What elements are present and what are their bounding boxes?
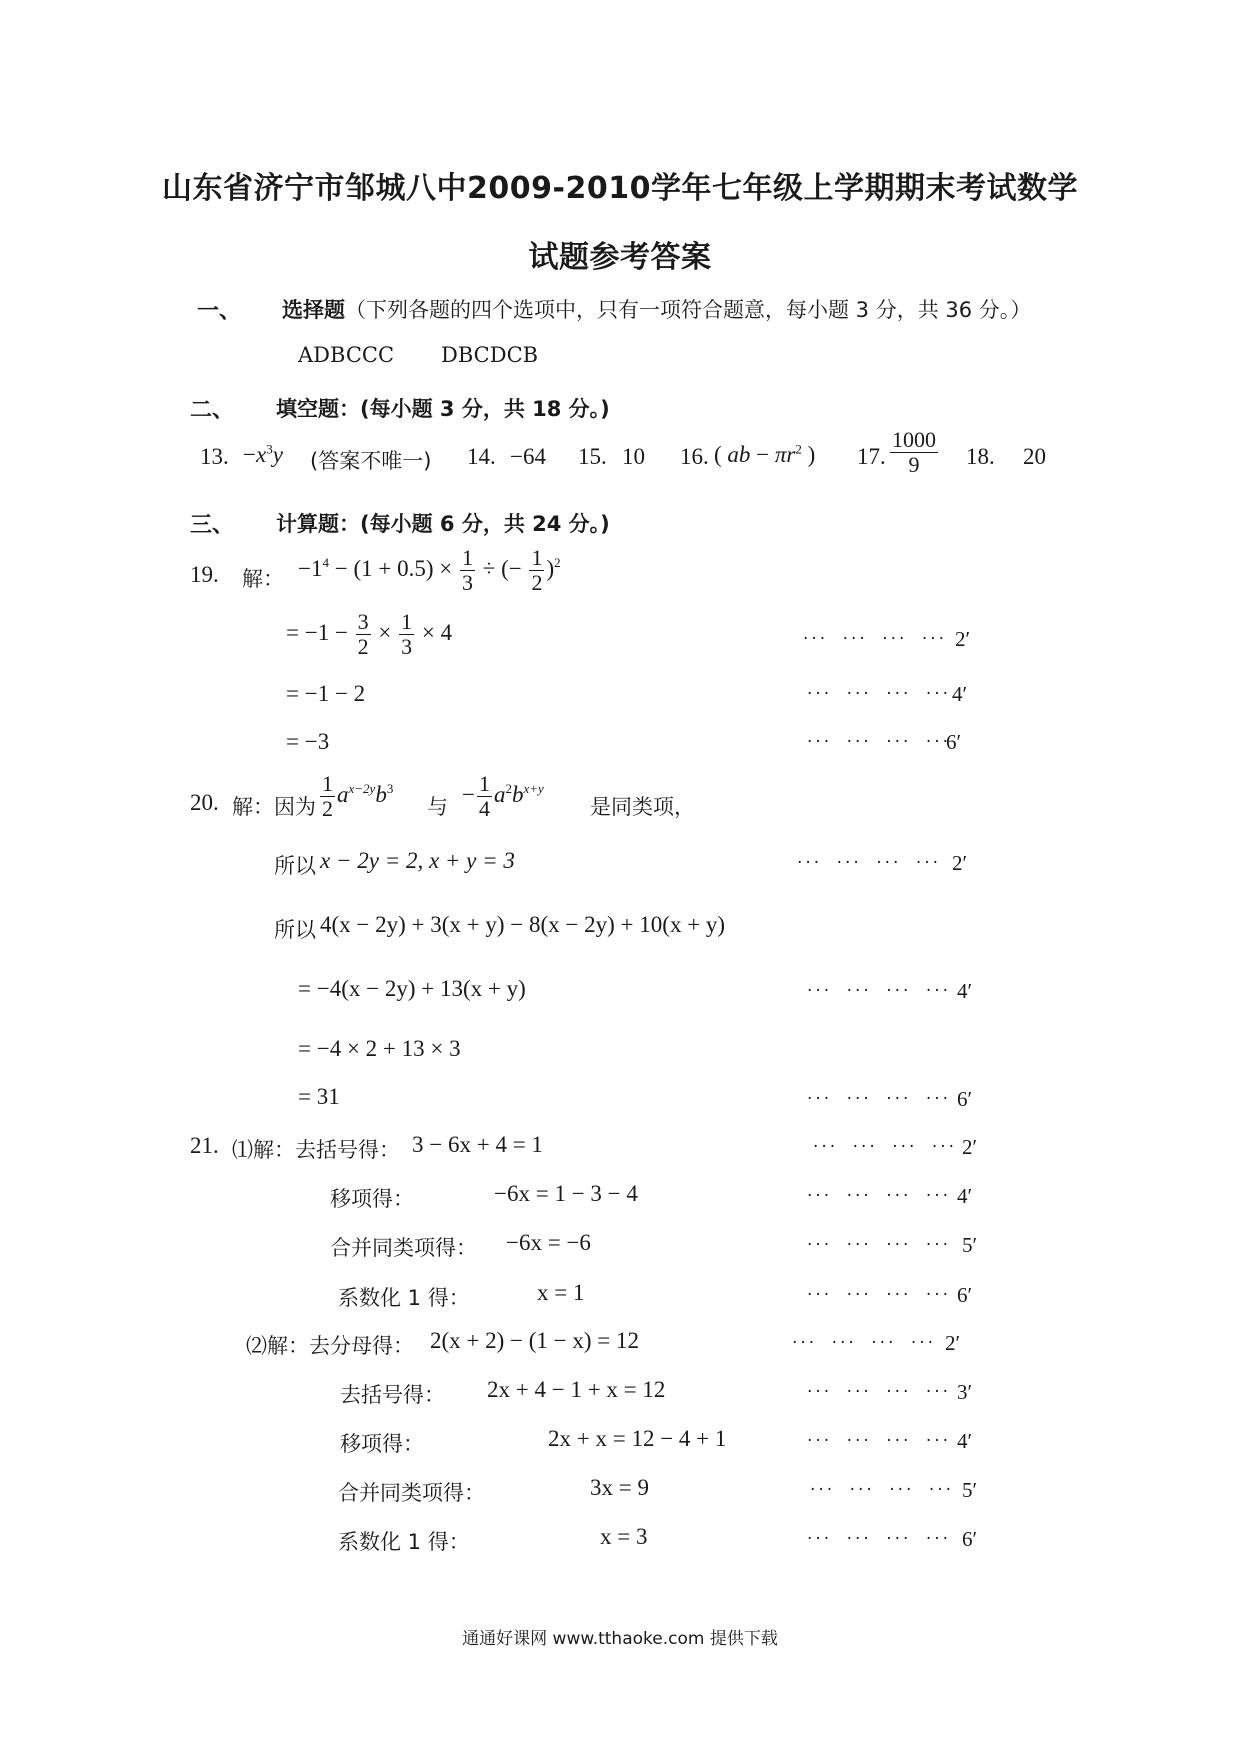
q21-p1-move-eq: −6x = 1 − 3 − 4 bbox=[494, 1181, 638, 1206]
q21-p1-eq: 3 − 6x + 4 = 1 bbox=[412, 1132, 543, 1157]
q18-number: 18. bbox=[966, 444, 995, 469]
q20-term2: − $\frac{1}{4}$ $a^2b^{x+y}$ bbox=[462, 771, 544, 821]
section1-note: （下列各题的四个选项中，只有一项符合题意，每小题 3 分，共 36 分。） bbox=[345, 298, 1032, 322]
q20-dots3: ··· ··· ··· ··· bbox=[807, 1089, 952, 1109]
q21-p2-paren-label: 去括号得： bbox=[340, 1383, 445, 1407]
q20-number: 20. bbox=[190, 790, 219, 815]
q21-p1-dots3: ··· ··· ··· ··· bbox=[807, 1235, 952, 1255]
q19-dots3: ··· ··· ··· ··· bbox=[807, 732, 952, 752]
section1-number: 一、 bbox=[197, 299, 242, 324]
q19-expression: $-1^4 - (1 + 0.5)$ × $\frac{1}{3}$ ÷ (− $\frac{1}{2}$ )$^2$ bbox=[298, 545, 561, 595]
q21-p1-merge-eq: −6x = −6 bbox=[506, 1230, 591, 1255]
q21-p2-merge-eq: 3x = 9 bbox=[590, 1475, 649, 1500]
q21-p2-dots3: ··· ··· ··· ··· bbox=[807, 1431, 952, 1451]
q20-eq2: 4(x − 2y) + 3(x + y) − 8(x − 2y) + 10(x + y) bbox=[320, 912, 726, 937]
q16-number: 16. bbox=[680, 444, 709, 469]
q21-p2-paren-eq: 2x + 4 − 1 + x = 12 bbox=[487, 1377, 666, 1402]
q20-step1: = −4(x − 2y) + 13(x + y) bbox=[298, 976, 526, 1001]
q21-p1-coef-label: 系数化 1 得： bbox=[338, 1286, 470, 1310]
q21-p2-merge-label: 合并同类项得： bbox=[338, 1481, 485, 1505]
document-title-line1: 山东省济宁市邹城八中2009-2010学年七年级上学期期末考试数学 bbox=[162, 171, 1078, 206]
document-title-line2: 试题参考答案 bbox=[528, 240, 712, 275]
section1-heading bbox=[282, 294, 1031, 324]
q21-p2-points3: 4′ bbox=[957, 1429, 973, 1453]
q21-p1-points1: 2′ bbox=[962, 1135, 978, 1159]
section2-heading: 填空题：(每小题 3 分，共 18 分。) bbox=[276, 397, 610, 421]
q17-numerator: 1000 bbox=[892, 427, 936, 452]
q14-answer: −64 bbox=[510, 444, 546, 469]
q21-p1-points2: 4′ bbox=[957, 1184, 973, 1208]
q21-p2-move-eq: 2x + x = 12 − 4 + 1 bbox=[548, 1426, 727, 1451]
q19-dots1: ··· ··· ··· ··· bbox=[803, 629, 948, 649]
q21-p2-dots4: ··· ··· ··· ··· bbox=[810, 1480, 955, 1500]
section1-answers-a: ADBCCC bbox=[298, 343, 395, 367]
q21-p2-dots1: ··· ··· ··· ··· bbox=[792, 1333, 937, 1353]
section3-number: 三、 bbox=[190, 513, 235, 538]
q19-solve-label: 解： bbox=[242, 567, 284, 591]
q21-p2-label: ⑵解：去分母得： bbox=[246, 1334, 414, 1358]
q21-p2-coef-label: 系数化 1 得： bbox=[338, 1530, 470, 1554]
q18-answer: 20 bbox=[1023, 444, 1046, 469]
q19-number: 19. bbox=[190, 562, 219, 587]
q13-note: (答案不唯一) bbox=[310, 449, 432, 473]
q16-answer: ( ab − $\pi r^2$ ) bbox=[714, 441, 816, 467]
q20-points2: 4′ bbox=[957, 979, 973, 1003]
q21-p2-points4: 5′ bbox=[962, 1478, 978, 1502]
q17-number: 17. bbox=[857, 444, 886, 469]
q21-p2-move-label: 移项得： bbox=[340, 1432, 424, 1456]
q21-p2-points2: 3′ bbox=[957, 1380, 973, 1404]
q20-points3: 6′ bbox=[957, 1087, 973, 1111]
q20-step3: = 31 bbox=[298, 1084, 340, 1109]
q19-step2: = −1 − 2 bbox=[286, 681, 366, 706]
q19-points1: 2′ bbox=[955, 627, 971, 651]
q21-p1-coef-eq: x = 1 bbox=[537, 1280, 585, 1305]
q21-p2-points5: 6′ bbox=[962, 1527, 978, 1551]
q21-p1-points3: 5′ bbox=[962, 1233, 978, 1257]
q21-p2-dots2: ··· ··· ··· ··· bbox=[807, 1382, 952, 1402]
section2-number: 二、 bbox=[190, 398, 235, 423]
q21-p2-dots5: ··· ··· ··· ··· bbox=[807, 1529, 952, 1549]
q21-p1-dots4: ··· ··· ··· ··· bbox=[807, 1285, 952, 1305]
q20-solve-label: 解：因为 bbox=[232, 795, 316, 819]
q21-p1-dots1: ··· ··· ··· ··· bbox=[813, 1137, 958, 1157]
q20-points1: 2′ bbox=[952, 851, 968, 875]
q21-p1-dots2: ··· ··· ··· ··· bbox=[807, 1186, 952, 1206]
q20-dots1: ··· ··· ··· ··· bbox=[797, 853, 942, 873]
q21-p2-eq: 2(x + 2) − (1 − x) = 12 bbox=[430, 1328, 640, 1353]
q19-step1-prefix: = −1 − bbox=[286, 619, 348, 645]
q19-step1: = −1 − $\frac{3}{2}$ × $\frac{1}{3}$ × 4 bbox=[286, 609, 453, 659]
q17-answer-fraction bbox=[888, 428, 940, 477]
q20-and: 与 bbox=[427, 795, 448, 819]
q19-step3: = −3 bbox=[286, 729, 330, 754]
q19-dots2: ··· ··· ··· ··· bbox=[807, 684, 952, 704]
section3-heading: 计算题：(每小题 6 分，共 24 分。) bbox=[276, 512, 610, 536]
q20-eq1: x − 2y = 2, x + y = 3 bbox=[320, 848, 515, 873]
q21-number: 21. bbox=[190, 1133, 219, 1158]
section1-label: 选择题 bbox=[282, 298, 345, 322]
footer-source: 通通好课网 www.tthaoke.com 提供下载 bbox=[462, 1629, 778, 1649]
q15-number: 15. bbox=[578, 444, 607, 469]
q19-points2: 4′ bbox=[952, 682, 968, 706]
q20-term1: $\frac{1}{2}$ $a^{x-2y}b^3$ bbox=[322, 771, 394, 821]
q17-denominator: 9 bbox=[908, 452, 920, 477]
q21-p1-move-label: 移项得： bbox=[330, 1187, 414, 1211]
q21-p1-label: ⑴解：去括号得： bbox=[232, 1138, 400, 1162]
q15-answer: 10 bbox=[622, 444, 645, 469]
q20-so2: 所以 bbox=[274, 918, 316, 942]
q13-number: 13. bbox=[200, 444, 229, 469]
q21-p2-points1: 2′ bbox=[945, 1331, 961, 1355]
q14-number: 14. bbox=[467, 444, 496, 469]
q20-so1: 所以 bbox=[274, 854, 316, 878]
q13-answer: $-x^3y$ bbox=[243, 441, 283, 467]
q21-p1-points4: 6′ bbox=[957, 1283, 973, 1307]
section1-answers-b: DBCDCB bbox=[441, 343, 539, 367]
q21-p1-merge-label: 合并同类项得： bbox=[330, 1236, 477, 1260]
q20-dots2: ··· ··· ··· ··· bbox=[807, 981, 952, 1001]
q19-points3: 6′ bbox=[946, 730, 962, 754]
q20-same-kind: 是同类项， bbox=[590, 795, 695, 819]
q21-p2-coef-eq: x = 3 bbox=[600, 1524, 648, 1549]
q20-step2: = −4 × 2 + 13 × 3 bbox=[298, 1036, 461, 1061]
